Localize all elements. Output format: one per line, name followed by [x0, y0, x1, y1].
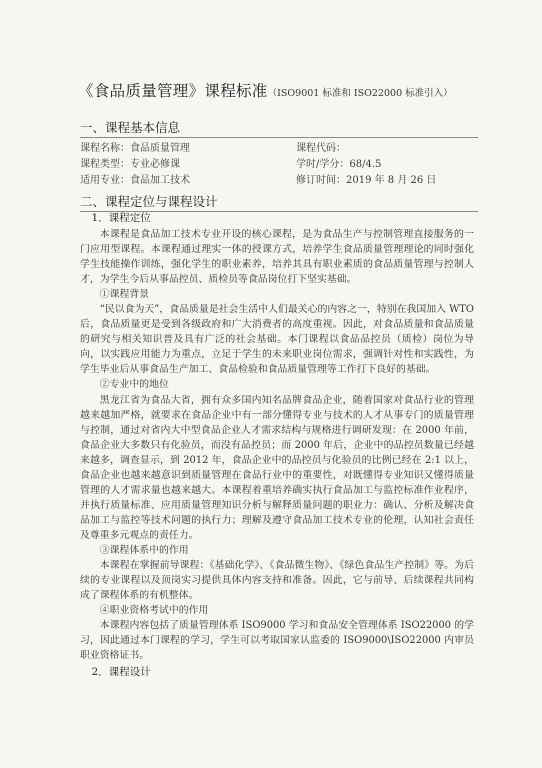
section-heading-basic-info: 一、课程基本信息 [80, 120, 181, 135]
document-title [78, 79, 518, 101]
title-main: 《食品质量管理》课程标准 [78, 82, 268, 100]
subsection-heading-design: 2．课程设计 [91, 666, 151, 679]
paragraph-role: 本课程在掌握前导课程：《基础化学》、《食品微生物》、《绿色食品生产控制》等。为后续的专业课程以及顶岗实习提供具体内容支持和准备。因此，它与前导、后续课程共同构成了课程体系的有机整体。 [80, 560, 474, 602]
point-heading-status: ②专业中的地位 [99, 379, 169, 391]
course-info-left-column [80, 141, 190, 190]
revision-date: 修订时间：2019 年 8 月 26 日 [296, 175, 437, 187]
course-info-right-column [296, 141, 436, 190]
section-divider [80, 137, 478, 138]
section-heading-positioning-design: 二、课程定位与课程设计 [80, 194, 218, 209]
course-name: 课程名称：食品质量管理 [80, 143, 190, 154]
course-type: 课程类型：专业必修课 [80, 159, 180, 171]
hours-credits: 学时/学分：68/4.5 [296, 159, 382, 171]
point-heading-background: ①课程背景 [99, 289, 150, 301]
course-code: 课程代码： [296, 143, 346, 154]
applicable-major: 适用专业：食品加工技术 [80, 175, 190, 187]
paragraph-intro: 本课程是食品加工技术专业开设的核心课程，是为食品生产与控制管理直接服务的一门应用型课程。本课程通过理实一体的授课方式，培养学生食品质量管理理论的同时强化学生技能操作训练，强化学生的职业素养，培养其具有职业素质的食品质量管理与控制人才，为学生今后从事品控员、质检员等食品岗位打下坚实基础。 [80, 229, 474, 286]
paragraph-certification: 本课程内容包括了质量管理体系 ISO9000 学习和食品安全管理体系 ISO22000 的学习，因此通过本门课程的学习，学生可以考取国家认监委的 ISO9000\ISO22000 内审员职业资格证书。 [80, 620, 474, 662]
paragraph-background: “民以食为天”，食品质量是社会生活中人们最关心的内容之一，特别在我国加入 WTO 后，食品质量更是受到各级政府和广大消费者的高度重视。因此，对食品质量和食品质量的研究与相关知识普及具有广泛的社会基础。本门课程以食品品控员（质检）岗位为导向，以实践应用能力为重点，立足于学生的未来职业岗位需求，强调针对性和实践性，为学生毕业后从事食品生产加工、食品检验和食品质量管理等工作打下良好的基础。 [80, 304, 474, 376]
section-body [80, 210, 474, 681]
paragraph-status: 黑龙江省为食品大省，拥有众多国内知名品牌食品企业，随着国家对食品行业的管理越来越加严格，就要求在食品企业中有一部分懂得专业与技术的人才从事专门的质量管理与控制，通过对省内大中型食品企业人才需求结构与规格进行调研发现：在 2000 年前，食品企业大多数只有化验员，而没有品控员；而 2000 年后，企业中的品控员数量已经越来越多，调查显示，到 2012 年，食品企业中的品控员与化验员的比例已经在 2:1 以上，食品企业也越来越意识到质量管理在食品行业中的重要性，对既懂得专业知识又懂得质量管理的人才需求量也越来越大。本课程着重培养确实执行食品加工与监控标准作业程序，并执行质量标准、应用质量管理知识分析与解释质量问题的职业力：确认、分析及解决食品加工与监控等技术问题的执行力；理解及遵守食品加工技术专业的伦理，认知社会责任及尊重多元观点的责任力。 [80, 394, 474, 541]
point-heading-certification: ④职业资格考试中的作用 [99, 605, 209, 617]
point-heading-role: ③课程体系中的作用 [99, 544, 189, 556]
title-subtitle: （ISO9001 标准和 ISO22000 标准引入） [267, 88, 453, 99]
subsection-heading-positioning: 1．课程定位 [91, 212, 151, 224]
